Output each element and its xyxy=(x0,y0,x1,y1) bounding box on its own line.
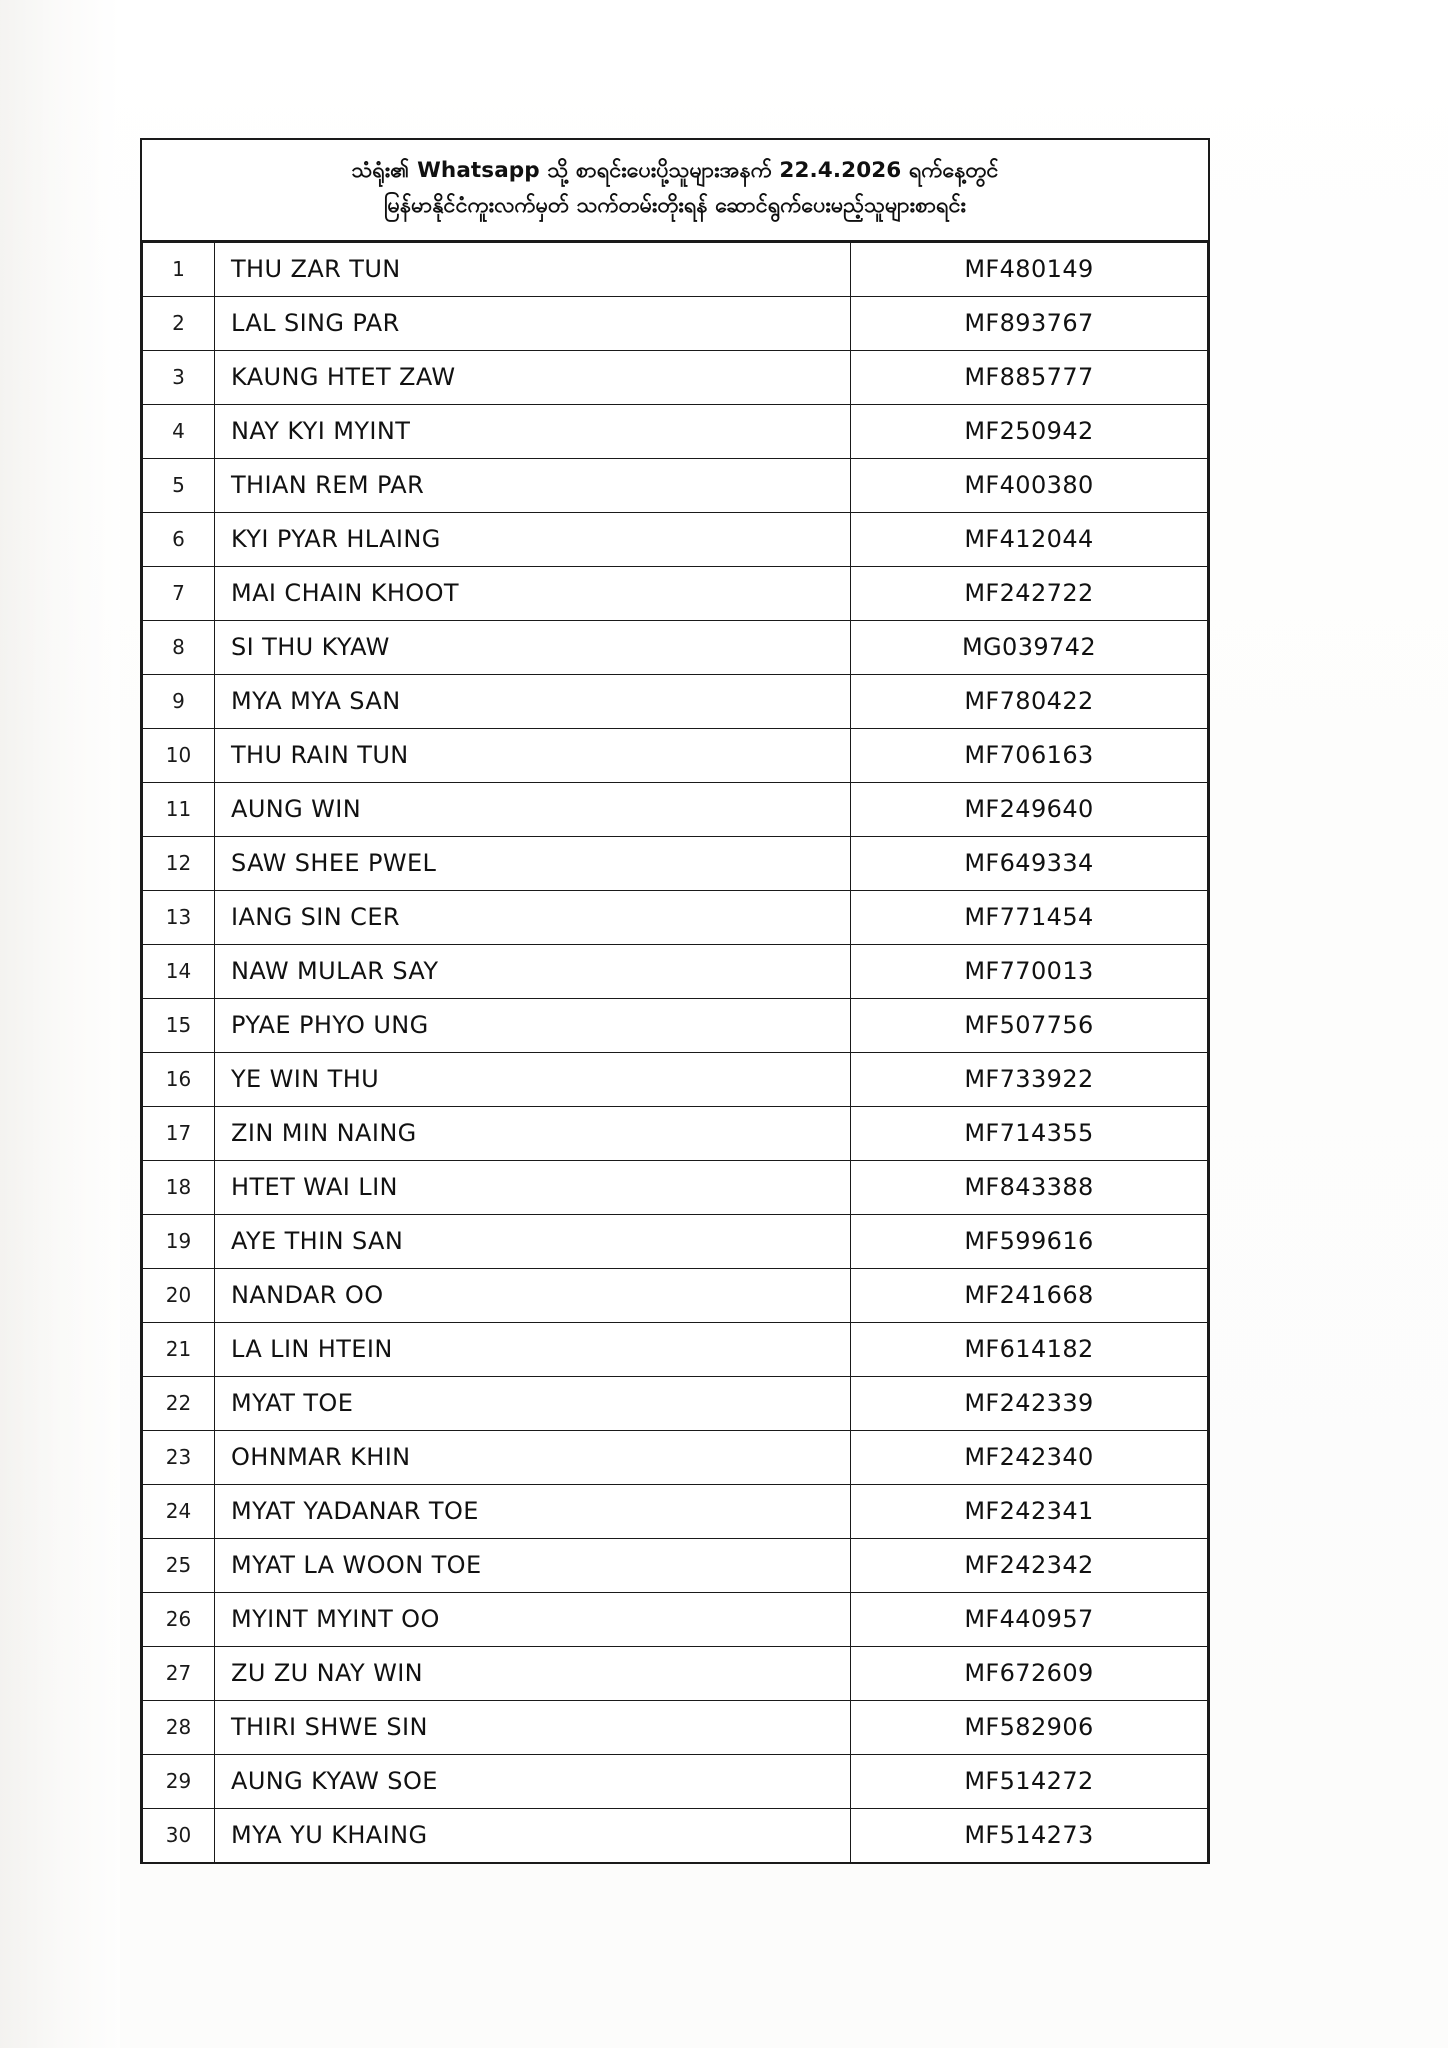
table-row xyxy=(143,458,1208,512)
table-row xyxy=(143,566,1208,620)
applicant-name: THU ZAR TUN xyxy=(215,242,851,296)
table-row xyxy=(143,512,1208,566)
applicant-name: ZIN MIN NAING xyxy=(215,1106,851,1160)
row-number: 4 xyxy=(143,404,215,458)
row-number: 28 xyxy=(143,1700,215,1754)
passport-number: MF672609 xyxy=(851,1646,1208,1700)
applicant-name: LAL SING PAR xyxy=(215,296,851,350)
row-number: 11 xyxy=(143,782,215,836)
table-row xyxy=(143,1160,1208,1214)
row-number: 30 xyxy=(143,1808,215,1862)
table-row xyxy=(143,944,1208,998)
table-row xyxy=(143,998,1208,1052)
passport-number: MF599616 xyxy=(851,1214,1208,1268)
applicant-name: HTET WAI LIN xyxy=(215,1160,851,1214)
passport-number: MG039742 xyxy=(851,620,1208,674)
passport-number: MF242342 xyxy=(851,1538,1208,1592)
row-number: 20 xyxy=(143,1268,215,1322)
passport-number: MF893767 xyxy=(851,296,1208,350)
row-number: 24 xyxy=(143,1484,215,1538)
table-row xyxy=(143,350,1208,404)
table-row xyxy=(143,890,1208,944)
table-row xyxy=(143,1700,1208,1754)
row-number: 22 xyxy=(143,1376,215,1430)
applicant-name: MYINT MYINT OO xyxy=(215,1592,851,1646)
table-row xyxy=(143,1592,1208,1646)
document-title-line-2: မြန်မာနိုင်ငံကူးလက်မှတ် သက်တမ်းတိုးရန် ဆောင်ရွက်ပေးမည့်သူများစာရင်း xyxy=(383,192,967,218)
passport-number: MF582906 xyxy=(851,1700,1208,1754)
row-number: 16 xyxy=(143,1052,215,1106)
table-row xyxy=(143,1646,1208,1700)
row-number: 13 xyxy=(143,890,215,944)
applicant-name: MAI CHAIN KHOOT xyxy=(215,566,851,620)
applicant-name: PYAE PHYO UNG xyxy=(215,998,851,1052)
passport-number: MF242339 xyxy=(851,1376,1208,1430)
passport-number: MF514272 xyxy=(851,1754,1208,1808)
passport-number: MF771454 xyxy=(851,890,1208,944)
table-row xyxy=(143,1052,1208,1106)
passport-number: MF843388 xyxy=(851,1160,1208,1214)
passport-renewal-list-document xyxy=(140,138,1210,1864)
table-row xyxy=(143,728,1208,782)
passport-number: MF780422 xyxy=(851,674,1208,728)
table-row xyxy=(143,296,1208,350)
applicant-name: AUNG WIN xyxy=(215,782,851,836)
row-number: 18 xyxy=(143,1160,215,1214)
row-number: 26 xyxy=(143,1592,215,1646)
applicant-name: MYAT LA WOON TOE xyxy=(215,1538,851,1592)
row-number: 25 xyxy=(143,1538,215,1592)
passport-number: MF649334 xyxy=(851,836,1208,890)
document-title-line-1: သံရုံး၏ Whatsapp သို့ စာရင်းပေးပို့သူများအနက် 22.4.2026 ရက်နေ့တွင် xyxy=(351,158,999,183)
applicant-name: KYI PYAR HLAING xyxy=(215,512,851,566)
row-number: 8 xyxy=(143,620,215,674)
document-title-block xyxy=(142,140,1208,242)
row-number: 21 xyxy=(143,1322,215,1376)
table-row xyxy=(143,1538,1208,1592)
table-row xyxy=(143,1376,1208,1430)
row-number: 23 xyxy=(143,1430,215,1484)
applicant-name: NAW MULAR SAY xyxy=(215,944,851,998)
table-row xyxy=(143,836,1208,890)
applicant-name: AUNG KYAW SOE xyxy=(215,1754,851,1808)
row-number: 10 xyxy=(143,728,215,782)
passport-number: MF250942 xyxy=(851,404,1208,458)
passport-number: MF241668 xyxy=(851,1268,1208,1322)
table-row xyxy=(143,1430,1208,1484)
passport-number: MF706163 xyxy=(851,728,1208,782)
applicant-name: MYA YU KHAING xyxy=(215,1808,851,1862)
applicant-name: MYA MYA SAN xyxy=(215,674,851,728)
table-row xyxy=(143,242,1208,296)
applicants-table-body xyxy=(143,242,1208,1862)
table-row xyxy=(143,1484,1208,1538)
passport-number: MF770013 xyxy=(851,944,1208,998)
applicant-name: MYAT YADANAR TOE xyxy=(215,1484,851,1538)
scan-shadow-edge xyxy=(0,0,120,2048)
row-number: 27 xyxy=(143,1646,215,1700)
table-row xyxy=(143,1268,1208,1322)
applicants-table xyxy=(142,242,1208,1863)
applicant-name: AYE THIN SAN xyxy=(215,1214,851,1268)
table-row xyxy=(143,620,1208,674)
row-number: 29 xyxy=(143,1754,215,1808)
table-row xyxy=(143,1214,1208,1268)
table-row xyxy=(143,674,1208,728)
applicant-name: THU RAIN TUN xyxy=(215,728,851,782)
row-number: 6 xyxy=(143,512,215,566)
row-number: 12 xyxy=(143,836,215,890)
table-row xyxy=(143,1754,1208,1808)
applicant-name: IANG SIN CER xyxy=(215,890,851,944)
passport-number: MF480149 xyxy=(851,242,1208,296)
passport-number: MF507756 xyxy=(851,998,1208,1052)
passport-number: MF885777 xyxy=(851,350,1208,404)
applicant-name: NANDAR OO xyxy=(215,1268,851,1322)
row-number: 1 xyxy=(143,242,215,296)
applicant-name: LA LIN HTEIN xyxy=(215,1322,851,1376)
applicant-name: KAUNG HTET ZAW xyxy=(215,350,851,404)
row-number: 3 xyxy=(143,350,215,404)
row-number: 5 xyxy=(143,458,215,512)
applicant-name: SAW SHEE PWEL xyxy=(215,836,851,890)
row-number: 14 xyxy=(143,944,215,998)
passport-number: MF614182 xyxy=(851,1322,1208,1376)
passport-number: MF249640 xyxy=(851,782,1208,836)
table-row xyxy=(143,1106,1208,1160)
row-number: 2 xyxy=(143,296,215,350)
row-number: 17 xyxy=(143,1106,215,1160)
table-row xyxy=(143,1808,1208,1862)
row-number: 15 xyxy=(143,998,215,1052)
applicant-name: YE WIN THU xyxy=(215,1052,851,1106)
applicant-name: THIAN REM PAR xyxy=(215,458,851,512)
passport-number: MF412044 xyxy=(851,512,1208,566)
row-number: 19 xyxy=(143,1214,215,1268)
applicant-name: MYAT TOE xyxy=(215,1376,851,1430)
passport-number: MF733922 xyxy=(851,1052,1208,1106)
table-row xyxy=(143,404,1208,458)
passport-number: MF400380 xyxy=(851,458,1208,512)
row-number: 7 xyxy=(143,566,215,620)
passport-number: MF242341 xyxy=(851,1484,1208,1538)
applicant-name: THIRI SHWE SIN xyxy=(215,1700,851,1754)
applicant-name: SI THU KYAW xyxy=(215,620,851,674)
row-number: 9 xyxy=(143,674,215,728)
passport-number: MF514273 xyxy=(851,1808,1208,1862)
passport-number: MF714355 xyxy=(851,1106,1208,1160)
passport-number: MF242722 xyxy=(851,566,1208,620)
applicant-name: NAY KYI MYINT xyxy=(215,404,851,458)
table-row xyxy=(143,782,1208,836)
passport-number: MF242340 xyxy=(851,1430,1208,1484)
passport-number: MF440957 xyxy=(851,1592,1208,1646)
applicant-name: OHNMAR KHIN xyxy=(215,1430,851,1484)
table-row xyxy=(143,1322,1208,1376)
applicant-name: ZU ZU NAY WIN xyxy=(215,1646,851,1700)
